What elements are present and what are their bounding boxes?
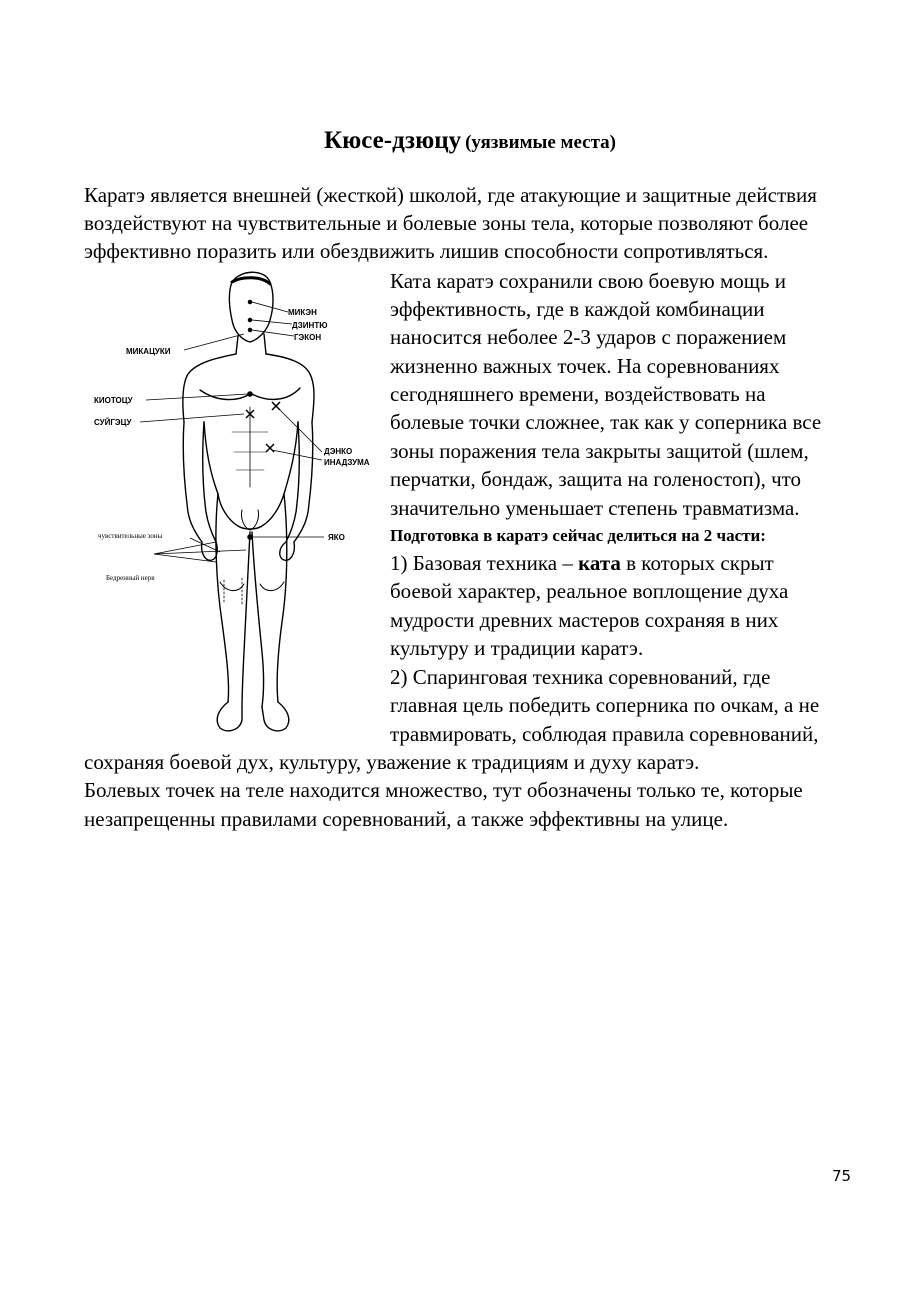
parts-heading: Подготовка в каратэ сейчас делиться на 2 части:	[390, 526, 766, 545]
part1-prefix: 1) Базовая техника –	[390, 551, 579, 575]
part1-line: мудрости древних мастеров сохраняя в них	[390, 608, 779, 632]
label-mikatsuki: МИКАЦУКИ	[126, 347, 171, 356]
side-line: Ката каратэ сохранили свою боевую мощь и	[390, 269, 786, 293]
label-miken: МИКЭН	[288, 308, 317, 317]
side-line: жизненно важных точек. На соревнованиях	[390, 354, 780, 378]
part1-first-line	[390, 549, 774, 577]
intro-line: Каратэ является внешней (жесткой) школой, где атакующие и защитные действия	[84, 183, 817, 207]
label-inadzuma: ИНАДЗУМА	[324, 458, 370, 467]
intro-line: эффективно поразить или обездвижить лишив способности сопротивляться.	[84, 239, 769, 263]
part1-line: культуру и традиции каратэ.	[390, 636, 644, 660]
part1-bold-word: ката	[578, 551, 621, 575]
side-line: наносится неболее 2-3 ударов с поражением	[390, 325, 787, 349]
side-line: перчатки, бондаж, защита на голеностоп), что	[390, 467, 802, 491]
side-line: зоны поражения тела закрыты защитой (шлем,	[390, 439, 809, 463]
closing-line: сохраняя боевой дух, культуру, уважение к традициям и духу каратэ.	[84, 750, 700, 774]
side-line: болевые точки сложнее, так как у соперника все	[390, 410, 822, 434]
label-dzintyu: ДЗИНТЮ	[292, 321, 328, 330]
title-subtitle: (уязвимые места)	[465, 132, 616, 153]
intro-line: воздействуют на чувствительные и болевые зоны тела, которые позволяют более	[84, 211, 809, 235]
title-main: Кюсе-дзюцу	[324, 127, 462, 154]
label-suigetsu: СУЙГЭЦУ	[94, 418, 132, 427]
label-gekon: ГЭКОН	[294, 333, 322, 342]
part2-line: 2) Спаринговая техника соревнований, где	[390, 665, 771, 689]
part2-line: главная цель победить соперника по очкам, а не	[390, 693, 820, 717]
label-yako: ЯКО	[328, 533, 345, 542]
label-denko: ДЭНКО	[324, 447, 353, 456]
part1-line: боевой характер, реальное воплощение духа	[390, 579, 789, 603]
part2-line: травмировать, соблюдая правила соревнований,	[390, 722, 819, 746]
page-title	[0, 127, 920, 155]
body-pressure-points-figure	[92, 262, 382, 740]
label-sensitive-zones: чувствительные зоны	[98, 532, 163, 540]
body-outline-drawing	[92, 262, 382, 740]
side-line: значительно уменьшает степень травматизма.	[390, 496, 800, 520]
label-kiotsu: КИОТОЦУ	[94, 396, 133, 405]
page-number: 75	[832, 1167, 852, 1185]
side-line: эффективность, где в каждой комбинации	[390, 297, 765, 321]
part1-suffix: в которых скрыт	[620, 551, 774, 575]
closing-line: Болевых точек на теле находится множество, тут обозначены только те, которые	[84, 778, 803, 802]
label-femoral-nerve: Бедренный нерв	[106, 574, 155, 582]
closing-line: незапрещенны правилами соревнований, а также эффективны на улице.	[84, 807, 729, 831]
side-line: сегодняшнего времени, воздействовать на	[390, 382, 766, 406]
